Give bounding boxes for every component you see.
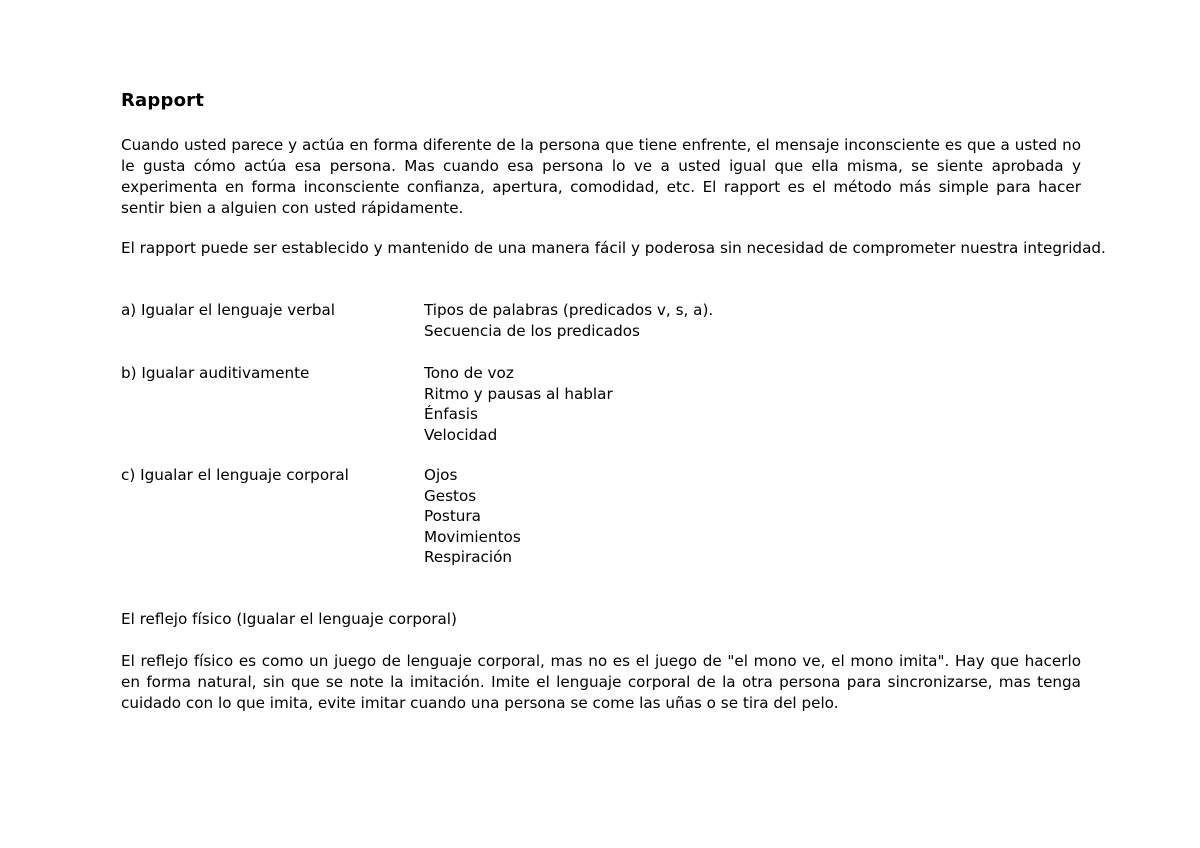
- detail-line: Postura: [424, 507, 481, 525]
- list-item-details: [424, 363, 613, 445]
- list-item-label: a) Igualar el lenguaje verbal: [121, 301, 335, 319]
- list-item-details: [424, 300, 713, 341]
- detail-line: Velocidad: [424, 425, 498, 444]
- detail-line: Movimientos: [424, 527, 521, 546]
- section-heading: El reflejo físico (Igualar el lenguaje corporal): [121, 610, 457, 628]
- detail-line: Tipos de palabras (predicados v, s, a).: [424, 301, 714, 319]
- second-paragraph: El rapport puede ser establecido y mantenido de una manera fácil y poderosa sin necesidad de comprometer nuestra integridad.: [121, 239, 1106, 257]
- detail-line: Ojos: [424, 466, 458, 484]
- detail-line: Énfasis: [424, 405, 478, 423]
- closing-paragraph: El reflejo físico es como un juego de lenguaje corporal, mas no es el juego de "el mono ve, el mono imita". Hay que hacerlo en forma natural, sin que se note la imitación. Imite el lenguaje corporal de la otra persona para sincronizarse, mas tenga cuidado con lo que imita, evite imitar cuando una persona se come las uñas o se tira del pelo.: [121, 652, 1081, 712]
- detail-line: Respiración: [424, 548, 513, 566]
- list-item-label: c) Igualar el lenguaje corporal: [121, 466, 349, 484]
- detail-line: Tono de voz: [424, 364, 514, 382]
- document-title: Rapport: [121, 90, 205, 111]
- list-item-label: b) Igualar auditivamente: [121, 364, 310, 382]
- detail-line: Secuencia de los predicados: [424, 321, 640, 340]
- list-item-details: [424, 465, 521, 568]
- detail-line: Ritmo y pausas al hablar: [424, 384, 613, 403]
- intro-paragraph: Cuando usted parece y actúa en forma diferente de la persona que tiene enfrente, el mensaje inconsciente es que a usted no le gusta cómo actúa esa persona. Mas cuando esa persona lo ve a usted igual que ella misma, se siente aprobada y experimenta en forma inconsciente confianza, apertura, comodidad, etc. El rapport es el método más simple para hacer sentir bien a alguien con usted rápidamente.: [121, 136, 1081, 217]
- detail-line: Gestos: [424, 486, 477, 505]
